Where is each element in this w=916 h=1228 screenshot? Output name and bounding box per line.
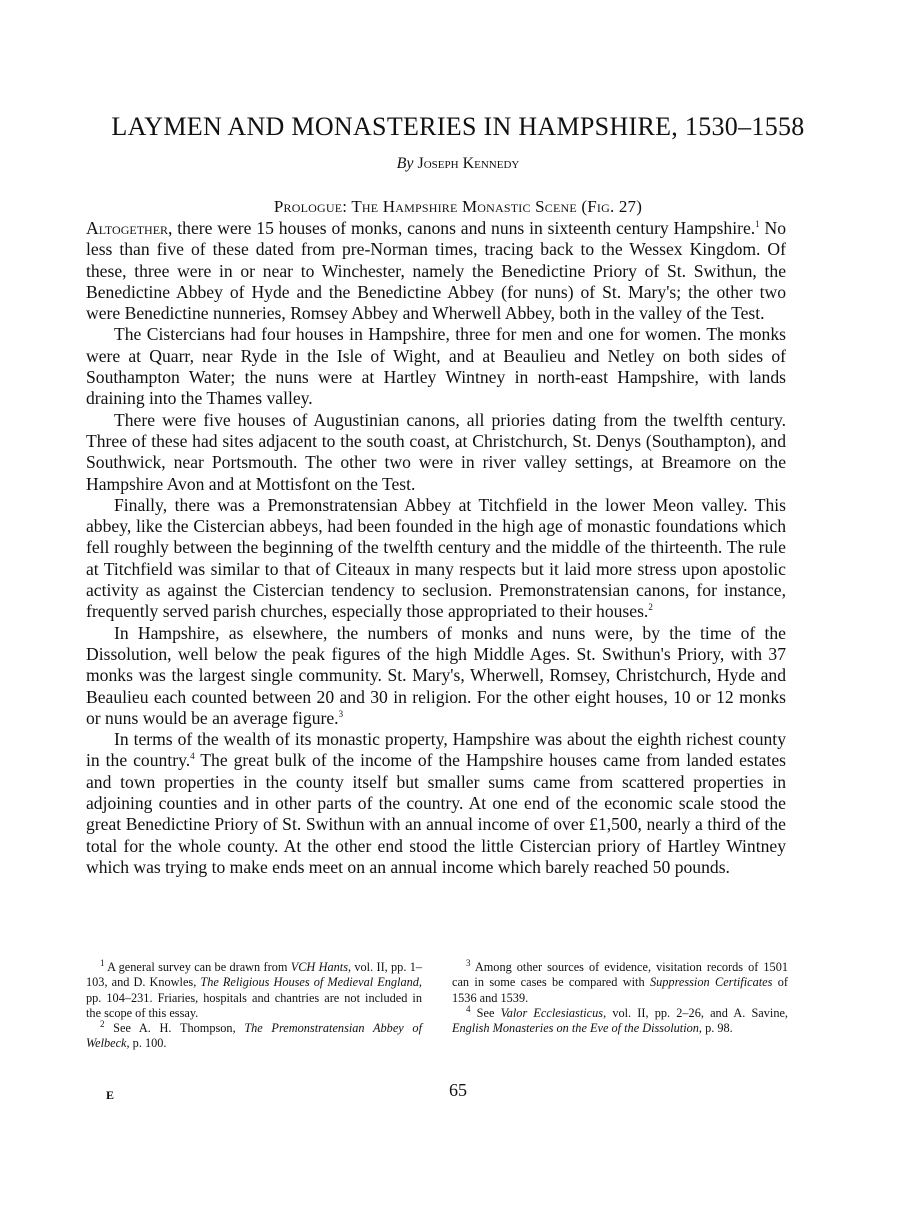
paragraph-5 (86, 623, 786, 729)
paragraph-2: The Cistercians had four houses in Hampshire, three for men and one for women. The monks were at Quarr, near Ryde in the Isle of Wight, and at Beaulieu and Netley on both sides of Southampton Water; the nuns were at Hartley Wintney in north-east Hampshire, with lands draining into the Thames valley. (86, 324, 786, 409)
paragraph-text: Finally, there was a Premonstratensian Abbey at Titchfield in the lower Meon valley. This abbey, like the Cistercian abbeys, had been founded in the high age of monastic foundations which fell roughly between the beginning of the twelfth century and the middle of the thirteenth. The rule at Titchfield was similar to that of Citeaux in many respects but it laid more stress upon apostolic activity as against the Cistercian tendency to seclusion. Premonstratensian canons, for instance, frequently served parish churches, especially those appropriated to their houses. (86, 494, 786, 622)
paragraph-text: The great bulk of the income of the Hampshire houses came from landed estates and town properties in the county itself but smaller sums came from scattered properties in adjoining counties and in other parts of the country. At one end of the economic scale stood the great Benedictine Priory of St. Swithun with an annual income of over £1,500, nearly a third of the total for the whole county. At the other end stood the little Cistercian priory of Hartley Wintney which was trying to make ends meet on an annual income which barely reached 50 pounds. (86, 750, 786, 877)
paragraph-lead: Altogether, (86, 218, 173, 238)
footnote-ref-4: 4 (190, 751, 195, 762)
footnote-4 (452, 1003, 788, 1037)
footnotes-left-column (86, 957, 423, 1052)
footnote-ref-1: 1 (755, 219, 760, 230)
footnote-text: See (470, 1005, 501, 1020)
page-number: 65 (449, 1080, 467, 1100)
section-heading: Prologue: The Hampshire Monastic Scene (Fig. 27) (273, 197, 643, 216)
footnote-ref-3: 3 (338, 708, 344, 719)
footnote-number: 4 (466, 1003, 471, 1014)
footnote-text: p. 100. (129, 1036, 167, 1051)
footnote-text: p. 98. (702, 1021, 733, 1036)
footnote-citation: Valor Ecclesiasticus, (500, 1005, 607, 1020)
paragraph-3: There were five houses of Augustinian canons, all priories dating from the twelfth century. Three of these had sites adjacent to the south coast, at Christchurch, St. Denys (Southampton), and Southwick, near Portsmouth. The other two were in river valley settings, at Breamore on the Hampshire Avon and at Mottisfont on the Test. (86, 409, 786, 494)
footnotes (86, 957, 788, 1052)
footnote-1 (86, 957, 423, 1021)
footnote-number: 2 (100, 1019, 105, 1030)
paragraph-4 (86, 495, 786, 623)
footnote-citation: English Monasteries on the Eve of the Dissolution, (452, 1021, 703, 1036)
footnotes-right-column (452, 957, 788, 1052)
byline-by: By (396, 155, 414, 172)
footnote-text: vol. II, pp. 1–103, and D. Knowles, (86, 960, 423, 990)
paragraph-text: there were 15 houses of monks, canons and nuns in sixteenth century Hampshire. (172, 218, 756, 238)
byline (0, 155, 916, 173)
paragraph-text: In terms of the wealth of its monastic property, Hampshire was about the eighth richest county in the country. (86, 729, 786, 771)
footnote-text: Among other sources of evidence, visitation records of 1501 can in some cases be compared with (452, 960, 788, 990)
footnote-number: 3 (466, 957, 471, 968)
footnote-text: vol. II, pp. 2–26, and A. Savine, (606, 1005, 788, 1020)
footnote-ref-2: 2 (648, 602, 653, 613)
footnote-citation: VCH Hants, (290, 960, 352, 974)
footnote-3 (452, 957, 788, 1006)
paragraph-text: No less than five of these dated from pre-Norman times, tracing back to the Wessex Kingdom. Of these, three were in or near to Winchester, namely the Benedictine Priory of St. Swithun, the Benedictine Abbey of Hyde and the Benedictine Abbey (for nuns) of St. Mary's; the other two were Benedictine nunneries, Romsey Abbey and Wherwell Abbey, both in the valley of the Test. (86, 218, 786, 324)
paragraph-text: In Hampshire, as elsewhere, the numbers of monks and nuns were, by the time of the Dissolution, well below the peak figures of the high Middle Ages. St. Swithun's Priory, with 37 monks was the largest single community. St. Mary's, Wherwell, Romsey, Christchurch, Hyde and Beaulieu each counted between 20 and 30 in religion. For the other eight houses, 10 or 12 monks or nuns would be an average figure. (86, 622, 786, 728)
signature-mark: E (106, 1088, 115, 1102)
footnote-text: A general survey can be drawn from (104, 960, 291, 974)
footnote-text: pp. 104–231. Friaries, hospitals and chantries are not included in the scope of this essay. (86, 990, 422, 1020)
footnote-number: 1 (100, 957, 105, 968)
footnote-text: See A. H. Thompson, (104, 1021, 245, 1036)
footnote-text: of 1536 and 1539. (452, 975, 788, 1005)
footnote-citation: The Religious Houses of Medieval England, (200, 975, 422, 990)
article-title: LAYMEN AND MONASTERIES IN HAMPSHIRE, 1530–1558 (111, 112, 805, 141)
footnote-citation: The Premonstratensian Abbey of Welbeck, (86, 1021, 422, 1051)
footnote-2 (86, 1021, 422, 1052)
paragraph-6 (86, 729, 786, 878)
paragraph-1 (86, 218, 786, 324)
author-name: Joseph Kennedy (417, 155, 520, 172)
footnote-citation: Suppression Certificates (649, 975, 773, 990)
article-body (86, 218, 786, 878)
